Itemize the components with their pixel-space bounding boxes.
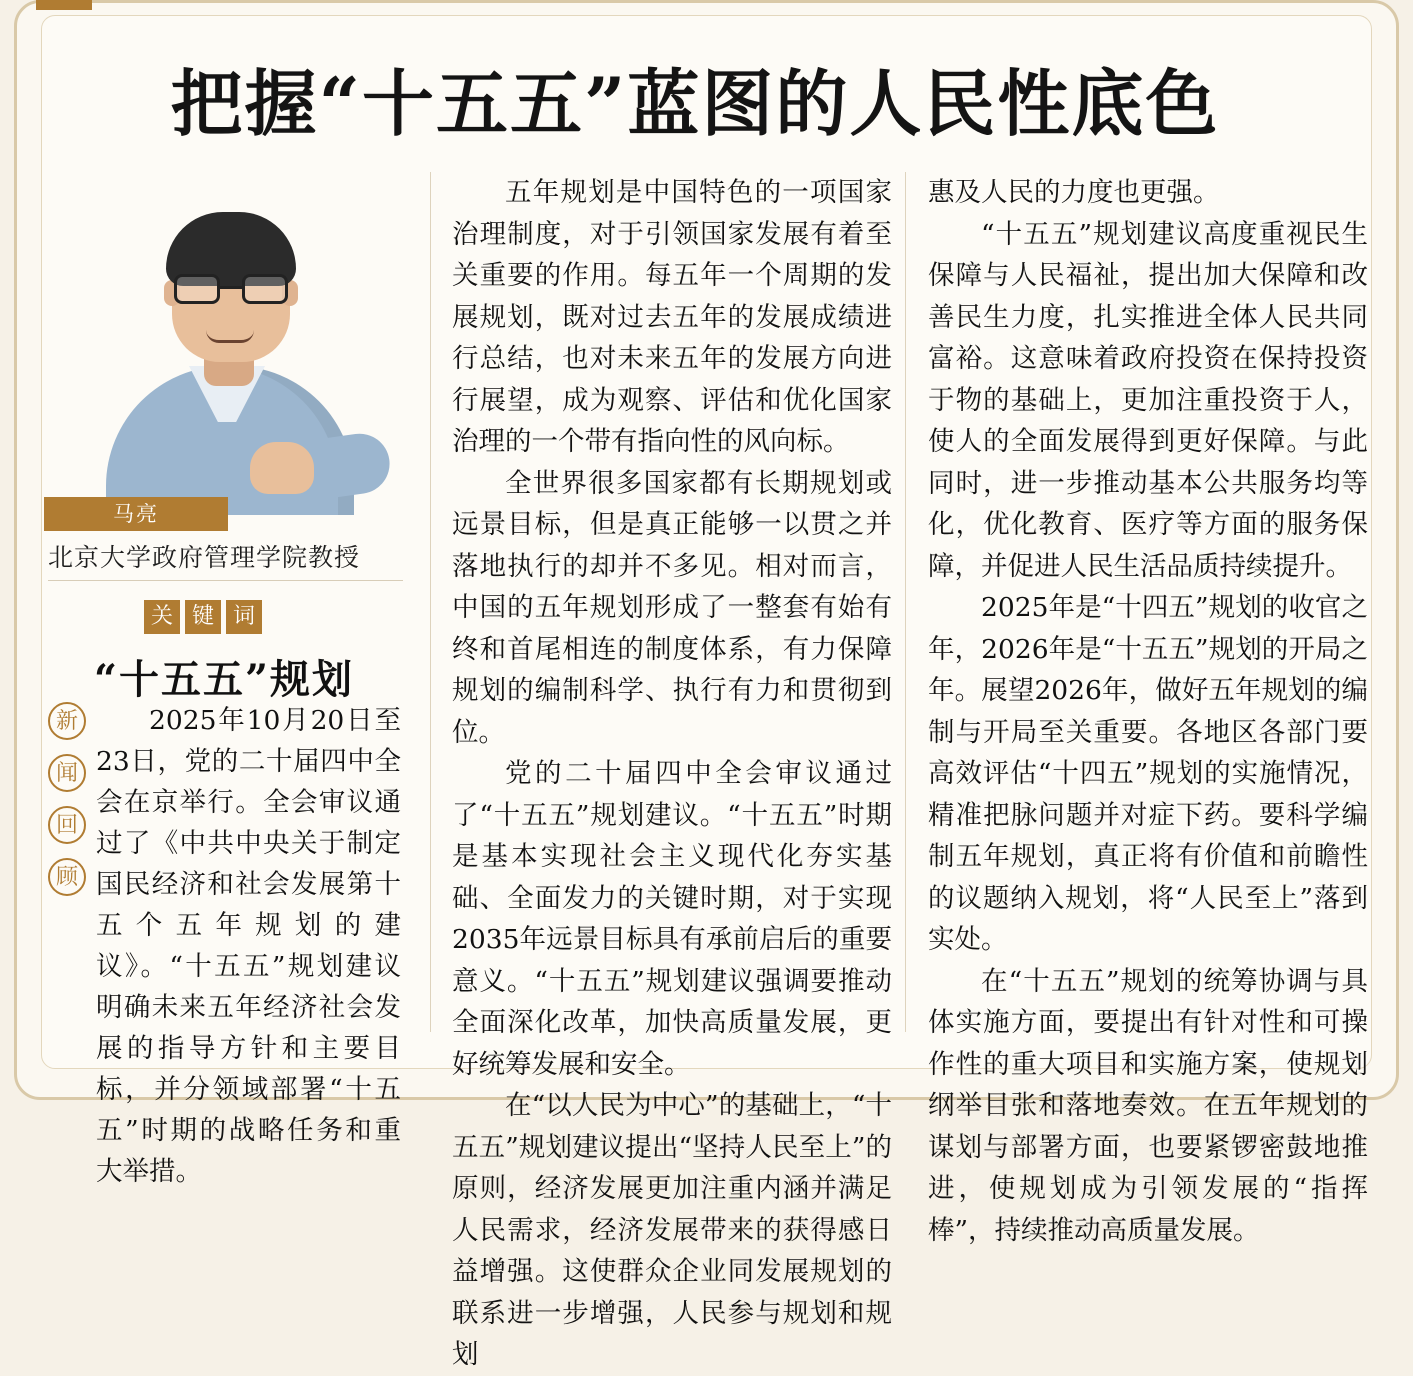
portrait-mouth: [206, 330, 254, 343]
news-mark-3: 回: [48, 806, 86, 844]
news-mark-2: 闻: [48, 754, 86, 792]
article-paragraph: 在“十五五”规划的统筹协调与具体实施方面，要提出有针对性和可操作性的重大项目和实施方案，使规划纲举目张和落地奏效。在五年规划的谋划与部署方面，也要紧锣密鼓地推进，使规划成为引领发展的“指挥棒”，持续推动高质量发展。: [928, 965, 1368, 1246]
article-column-three: [928, 172, 1368, 1251]
article-paragraph: “十五五”规划建议高度重视民生保障与人民福祉，提出加大保障和改善民生力度，扎实推进全体人民共同富裕。这意味着政府投资在保持投资于物的基础上，更加注重投资于人，使人的全面发展得到更好保障。与此同时，进一步推动基本公共服务均等化，优化教育、医疗等方面的服务保障，并促进人民生活品质持续提升。: [928, 218, 1368, 582]
keyword-title: “十五五”规划: [93, 656, 354, 703]
column-rule-1: [430, 172, 431, 1032]
article-paragraph: 五年规划是中国特色的一项国家治理制度，对于引领国家发展有着至关重要的作用。每五年一个周期的发展规划，既对过去五年的发展成绩进行总结，也对未来五年的发展方向进行展望，成为观察、评估和优化国家治理的一个带有指向性的风向标。: [452, 177, 892, 457]
portrait-hand: [250, 442, 314, 494]
author-portrait: [44, 170, 404, 520]
left-sidebar: [44, 170, 414, 1187]
news-mark-4: 顾: [48, 858, 86, 896]
news-recap-marks: [48, 702, 92, 910]
glasses-lens-right: [242, 274, 288, 304]
corner-tab-marker: [36, 0, 92, 10]
glasses-bridge: [220, 286, 242, 289]
column-rule-2: [905, 172, 906, 1032]
sidebar-divider: [48, 580, 403, 581]
article-column-two: [452, 172, 892, 1376]
page-title: 把握“十五五”蓝图的人民性底色: [170, 61, 1220, 146]
article-paragraph: 全世界很多国家都有长期规划或远景目标，但是真正能够一以贯之并落地执行的却并不多见。相对而言，中国的五年规划形成了一整套有始有终和首尾相连的制度体系，有力保障规划的编制科学、执行有力和贯彻到位。: [452, 467, 892, 748]
author-title: 北京大学政府管理学院教授: [48, 543, 361, 572]
keyword-chips: [144, 600, 262, 634]
news-mark-1: 新: [48, 702, 86, 740]
news-recap-text: 2025年10月20日至23日，党的二十届四中全会在京举行。全会审议通过了《中共中央关于制定国民经济和社会发展第十五个五年规划的建议》。“十五五”规划建议明确未来五年经济社会发展的指导方针和主要目标，并分领域部署“十五五”时期的战略任务和重大举措。: [96, 705, 401, 1187]
glasses-lens-left: [174, 274, 220, 304]
author-name-badge: 马亮: [44, 497, 228, 531]
glasses-icon: [170, 274, 294, 304]
keyword-chip-2: 键: [185, 600, 221, 634]
article-paragraph: 党的二十届四中全会审议通过了“十五五”规划建议。“十五五”时期是基本实现社会主义现代化夯实基础、全面发力的关键时期，对于实现2035年远景目标具有承前启后的重要意义。“十五五”规划建议强调要推动全面深化改革，加快高质量发展，更好统筹发展和安全。: [452, 758, 892, 1080]
article-paragraph: 惠及人民的力度也更强。: [928, 177, 1220, 208]
keyword-chip-3: 词: [226, 600, 262, 634]
article-paragraph: 在“以人民为中心”的基础上，“十五五”规划建议提出“坚持人民至上”的原则，经济发展更加注重内涵并满足人民需求，经济发展带来的获得感日益增强。这使群众企业同发展规划的联系进一步增强，人民参与规划和规划: [452, 1090, 892, 1370]
article-paragraph: 2025年是“十四五”规划的收官之年，2026年是“十五五”规划的开局之年。展望2026年，做好五年规划的编制与开局至关重要。各地区各部门要高效评估“十四五”规划的实施情况，精准把脉问题并对症下药。要科学编制五年规划，真正将有价值和前瞻性的议题纳入规划，将“人民至上”落到实处。: [928, 592, 1368, 955]
portrait-illustration: [54, 170, 399, 515]
keyword-chip-1: 关: [144, 600, 180, 634]
